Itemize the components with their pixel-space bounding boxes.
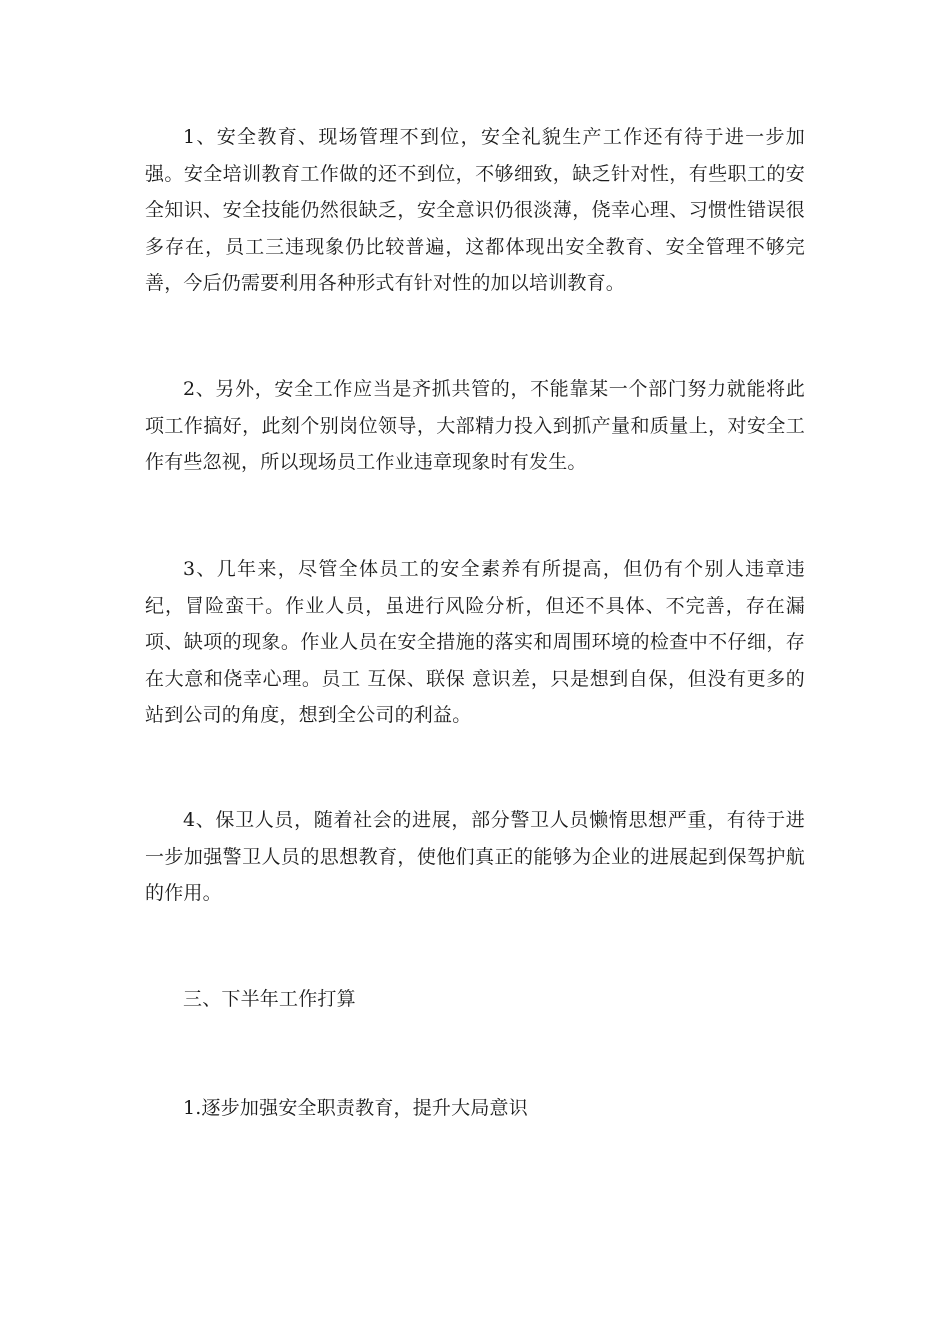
paragraph-1: 1、安全教育、现场管理不到位，安全礼貌生产工作还有待于进一步加强。安全培训教育工作做的还不到位，不够细致，缺乏针对性，有些职工的安全知识、安全技能仍然很缺乏，安全意识仍很淡薄，侥幸心理、习惯性错误很多存在，员工三违现象仍比较普遍，这都体现出安全教育、安全管理不够完善，今后仍需要利用各种形式有针对性的加以培训教育。 xyxy=(145,126,805,294)
paragraph-2: 2、另外，安全工作应当是齐抓共管的，不能靠某一个部门努力就能将此项工作搞好，此刻个别岗位领导，大部精力投入到抓产量和质量上，对安全工作有些忽视，所以现场员工作业违章现象时有发生。 xyxy=(145,378,805,473)
paragraph-3: 3、几年来，尽管全体员工的安全素养有所提高，但仍有个别人违章违纪，冒险蛮干。作业人员，虽进行风险分析，但还不具体、不完善，存在漏项、缺项的现象。作业人员在安全措施的落实和周围环境的检查中不仔细，存在大意和侥幸心理。员工 互保、联保 意识差，只是想到自保，但没有更多的站到公司的角度，想到全公司的利益。 xyxy=(145,558,805,726)
section-heading: 三、下半年工作打算 xyxy=(183,988,356,1010)
paragraph-4: 4、保卫人员，随着社会的进展，部分警卫人员懒惰思想严重，有待于进一步加强警卫人员的思想教育，使他们真正的能够为企业的进展起到保驾护航的作用。 xyxy=(145,809,805,904)
subheading: 1.逐步加强安全职责教育，提升大局意识 xyxy=(183,1097,528,1119)
